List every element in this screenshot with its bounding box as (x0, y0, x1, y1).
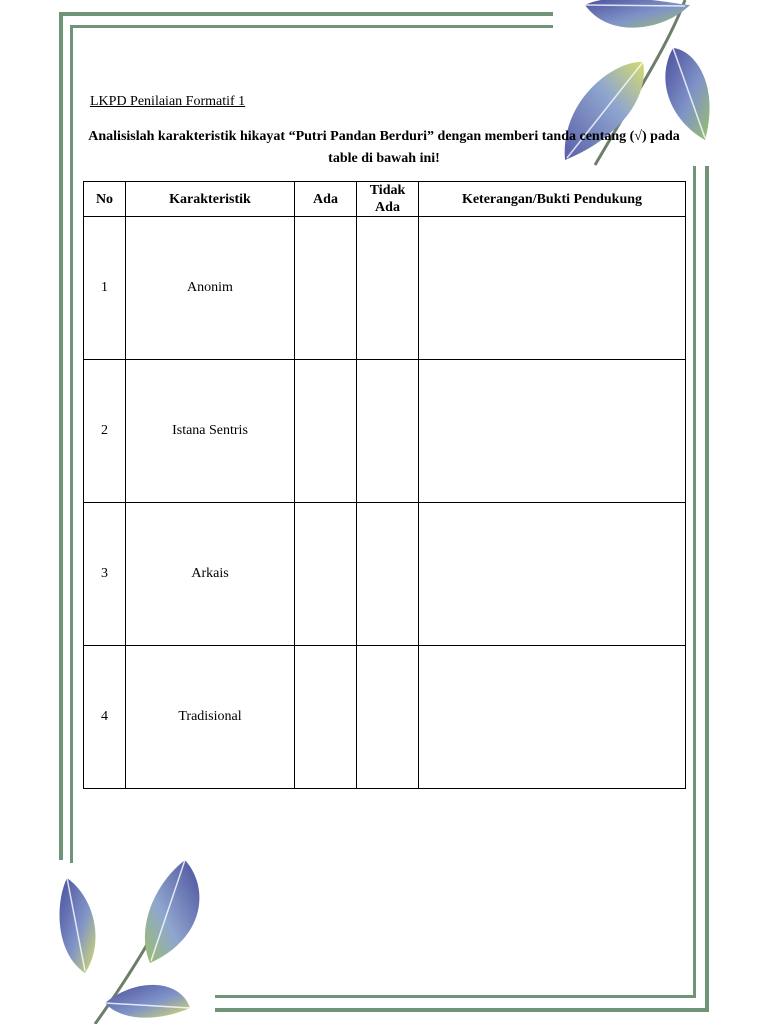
cell-ada[interactable] (295, 360, 357, 503)
cell-tidak-ada[interactable] (357, 360, 419, 503)
frame-top-inner (70, 25, 553, 28)
header-ada: Ada (295, 182, 357, 217)
header-karakteristik: Karakteristik (126, 182, 295, 217)
table-header-row (84, 182, 686, 217)
header-keterangan: Keterangan/Bukti Pendukung (419, 182, 686, 217)
table-row (84, 646, 686, 789)
cell-karakteristik: Arkais (126, 503, 295, 646)
header-tidak-ada-line2: Ada (375, 200, 400, 215)
cell-tidak-ada[interactable] (357, 503, 419, 646)
instruction-text: Analisislah karakteristik hikayat “Putri Pandan Berduri” dengan memberi tanda centang (√) pada table di bawah ini! (88, 129, 680, 166)
cell-ada[interactable] (295, 503, 357, 646)
frame-right-outer (705, 166, 709, 1012)
frame-bottom-inner (215, 995, 696, 998)
table-row (84, 360, 686, 503)
leaf-branch-bottom-left-icon (45, 858, 225, 1024)
table-row (84, 503, 686, 646)
cell-tidak-ada[interactable] (357, 217, 419, 360)
cell-keterangan[interactable] (419, 217, 686, 360)
cell-tidak-ada[interactable] (357, 646, 419, 789)
cell-ada[interactable] (295, 646, 357, 789)
cell-no: 4 (84, 646, 126, 789)
frame-right-inner (693, 166, 696, 998)
cell-no: 2 (84, 360, 126, 503)
frame-left-outer (59, 12, 63, 860)
cell-karakteristik: Anonim (126, 217, 295, 360)
cell-keterangan[interactable] (419, 503, 686, 646)
frame-top-outer (59, 12, 553, 16)
cell-karakteristik: Istana Sentris (126, 360, 295, 503)
document-title: LKPD Penilaian Formatif 1 (90, 94, 246, 109)
cell-keterangan[interactable] (419, 646, 686, 789)
header-no: No (84, 182, 126, 217)
header-tidak-ada-line1: Tidak (369, 183, 406, 198)
frame-bottom-outer (215, 1008, 709, 1012)
cell-ada[interactable] (295, 217, 357, 360)
cell-karakteristik: Tradisional (126, 646, 295, 789)
header-tidak-ada (357, 182, 419, 217)
assessment-table (83, 181, 686, 789)
table-row (84, 217, 686, 360)
cell-no: 1 (84, 217, 126, 360)
cell-no: 3 (84, 503, 126, 646)
frame-left-inner (70, 25, 73, 863)
cell-keterangan[interactable] (419, 360, 686, 503)
